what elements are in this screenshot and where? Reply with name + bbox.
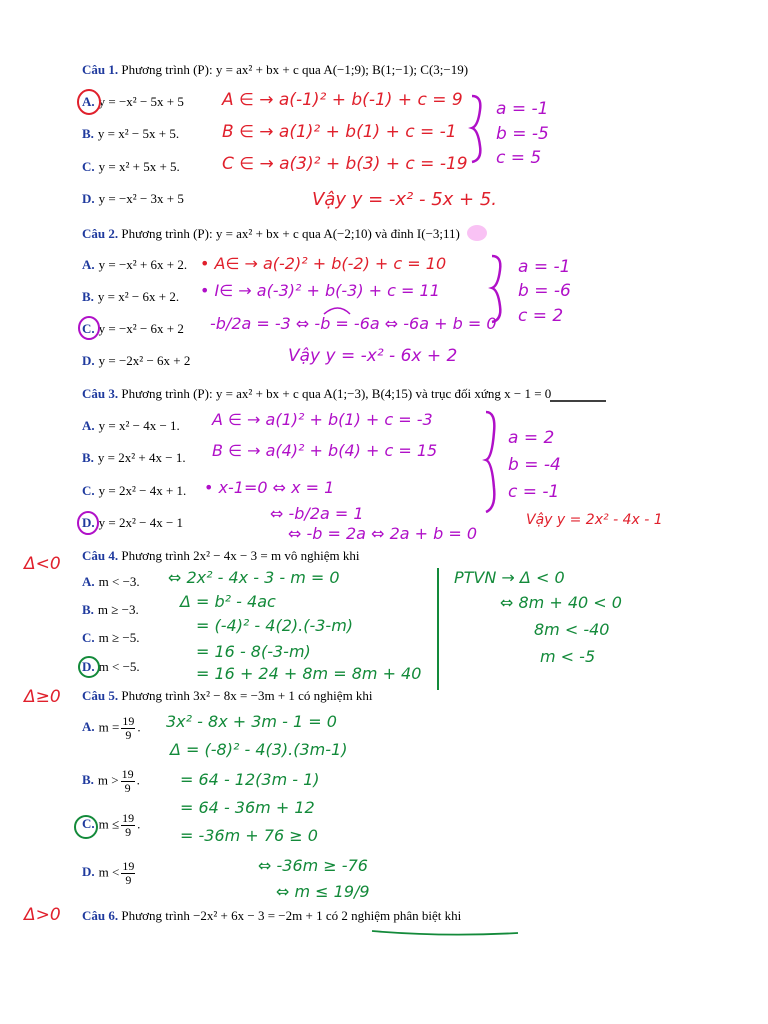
option-b[interactable]: B. m > $\frac{19}{9}$ . <box>82 767 140 795</box>
option-letter: A. <box>82 719 95 735</box>
numerator: 19 <box>122 811 135 825</box>
handwritten-work: = 64 - 12(3m - 1) <box>180 770 320 789</box>
handwritten-work: C ∈ → a(3)² + b(3) + c = -19 <box>222 154 468 174</box>
handwritten-work: • x-1=0 ⇔ x = 1 <box>204 478 335 497</box>
handwritten-work: A ∈ → a(1)² + b(1) + c = -3 <box>212 410 433 429</box>
option-letter: D. <box>82 191 95 206</box>
option-b[interactable] <box>82 126 179 142</box>
option-b[interactable] <box>82 602 139 618</box>
option-letter: C. <box>82 483 95 498</box>
handwritten-work: Δ = (-8)² - 4(3).(3m-1) <box>170 740 348 759</box>
option-d[interactable] <box>82 191 184 207</box>
option-text: y = x² − 6x + 2. <box>97 289 180 304</box>
handwritten-work: ⇔ 2x² - 4x - 3 - m = 0 <box>168 568 340 587</box>
underline <box>372 931 518 935</box>
option-letter: B. <box>82 289 94 304</box>
handwritten-work: ⇔ m ≤ 19/9 <box>276 882 370 901</box>
option-text: y = x² + 5x + 5. <box>98 159 180 174</box>
question-label: Câu 5. <box>82 688 119 703</box>
option-letter: C. <box>82 816 95 832</box>
option-letter: C. <box>82 321 95 336</box>
option-prefix: m = <box>98 719 120 735</box>
question-label: Câu 2. <box>82 226 119 241</box>
option-text: m < −5. <box>98 659 140 674</box>
option-a[interactable] <box>82 418 180 434</box>
handwritten-conclusion: Vậy y = -x² - 5x + 5. <box>312 189 498 210</box>
handwritten-system: c = 2 <box>518 306 564 326</box>
handwritten-conclusion: Vậy y = 2x² - 4x - 1 <box>526 512 663 528</box>
option-d[interactable] <box>82 515 183 531</box>
handwritten-system: a = 2 <box>508 428 555 448</box>
option-c[interactable] <box>82 321 184 337</box>
handwritten-system: b = -6 <box>518 281 571 301</box>
question-text: Phương trình 3x² − 8x = −3m + 1 có nghiệm khi <box>121 688 373 703</box>
option-c[interactable]: C. m ≤ $\frac{19}{9}$ . <box>82 811 141 839</box>
brace <box>472 96 480 162</box>
option-text: m < −3. <box>98 574 140 589</box>
highlight-mark <box>467 225 487 241</box>
handwritten-side-note: ⇔ 8m + 40 < 0 <box>500 593 622 612</box>
option-letter: D. <box>82 353 95 368</box>
brace <box>492 256 500 322</box>
handwritten-conclusion: Vậy y = -x² - 6x + 2 <box>288 346 458 366</box>
question-2 <box>82 226 460 242</box>
question-5 <box>82 688 373 704</box>
option-letter: B. <box>82 450 94 465</box>
question-label: Câu 4. <box>82 548 119 563</box>
handwritten-system: a = -1 <box>496 99 549 119</box>
option-text: y = −x² − 5x + 5 <box>98 94 184 109</box>
numerator: 19 <box>121 767 134 781</box>
margin-note: Δ≥0 <box>24 687 61 707</box>
option-letter: C. <box>82 630 95 645</box>
option-text: y = −x² + 6x + 2. <box>98 257 188 272</box>
numerator: 19 <box>122 859 135 873</box>
option-a[interactable]: A. m = $\frac{19}{9}$ . <box>82 714 141 742</box>
option-letter: A. <box>82 257 95 272</box>
handwritten-work: = -36m + 76 ≥ 0 <box>180 826 318 845</box>
option-letter: B. <box>82 602 94 617</box>
option-text: y = x² − 5x + 5. <box>97 126 180 141</box>
question-label: Câu 1. <box>82 62 119 77</box>
fraction <box>121 768 135 795</box>
option-b[interactable] <box>82 289 179 305</box>
margin-note: Δ>0 <box>24 905 61 925</box>
denominator: 9 <box>125 728 132 742</box>
option-c[interactable] <box>82 159 180 175</box>
option-prefix: m ≤ <box>98 816 120 832</box>
option-a[interactable] <box>82 574 140 590</box>
handwritten-system: c = -1 <box>508 482 560 502</box>
handwritten-side-note: 8m < -40 <box>534 620 610 639</box>
option-letter: D. <box>82 515 95 530</box>
handwritten-work: Δ = b² - 4ac <box>180 592 276 611</box>
handwritten-work: • A∈ → a(-2)² + b(-2) + c = 10 <box>200 254 447 273</box>
option-letter: B. <box>82 126 94 141</box>
handwritten-work: ⇔ -b/2a = 1 <box>270 504 364 523</box>
option-letter: A. <box>82 94 95 109</box>
fraction <box>121 715 135 742</box>
handwritten-side-note: PTVN → Δ < 0 <box>454 568 565 587</box>
handwritten-work: = 16 - 8(-3-m) <box>196 642 311 661</box>
handwritten-system: b = -4 <box>508 455 561 475</box>
handwritten-work: = (-4)² - 4(2).(-3-m) <box>196 616 354 635</box>
handwritten-work: ⇔ -b = 2a ⇔ 2a + b = 0 <box>288 524 478 543</box>
question-label: Câu 6. <box>82 908 119 923</box>
option-letter: D. <box>82 864 95 880</box>
question-text: Phương trình −2x² + 6x − 3 = −2m + 1 có 2 nghiệm phân biệt khi <box>121 908 462 923</box>
question-6 <box>82 908 461 924</box>
question-4 <box>82 548 359 564</box>
option-text: y = 2x² − 4x − 1 <box>98 515 184 530</box>
fraction <box>121 812 135 839</box>
option-text: y = 2x² + 4x − 1. <box>97 450 186 465</box>
option-c[interactable] <box>82 630 139 646</box>
option-a[interactable] <box>82 257 187 273</box>
question-text: Phương trình (P): y = ax² + bx + c qua A(−1;9); B(1;−1); C(3;−19) <box>121 62 469 77</box>
brace <box>486 412 494 512</box>
denominator: 9 <box>125 873 132 887</box>
question-text: Phương trình (P): y = ax² + bx + c qua A(1;−3), B(4;15) và trục đối xứng x − 1 = 0 <box>121 386 552 401</box>
option-letter: B. <box>82 772 94 788</box>
option-letter: A. <box>82 574 95 589</box>
question-text: Phương trình 2x² − 4x − 3 = m vô nghiệm khi <box>121 548 360 563</box>
option-b[interactable] <box>82 450 186 466</box>
denominator: 9 <box>124 781 131 795</box>
option-d[interactable] <box>82 860 137 887</box>
handwritten-work: = 16 + 24 + 8m = 8m + 40 <box>196 664 422 683</box>
handwritten-work: -b/2a = -3 ⇔ -b = -6a ⇔ -6a + b = 0 <box>210 314 497 333</box>
numerator: 19 <box>122 714 135 728</box>
question-label: Câu 3. <box>82 386 119 401</box>
handwritten-work: B ∈ → a(1)² + b(1) + c = -1 <box>222 122 457 142</box>
handwritten-side-note: m < -5 <box>540 647 596 666</box>
option-text: m ≥ −5. <box>98 630 140 645</box>
fraction <box>121 860 135 887</box>
handwritten-work: = 64 - 36m + 12 <box>180 798 315 817</box>
option-text: m ≥ −3. <box>97 602 139 617</box>
option-d[interactable] <box>82 353 190 369</box>
option-text: y = 2x² − 4x + 1. <box>98 483 187 498</box>
handwritten-work: 3x² - 8x + 3m - 1 = 0 <box>166 712 337 731</box>
option-text: y = −x² − 6x + 2 <box>98 321 184 336</box>
option-text: y = −x² − 3x + 5 <box>98 191 184 206</box>
option-prefix: m > <box>97 772 119 788</box>
option-letter: C. <box>82 159 95 174</box>
handwritten-work: • I∈ → a(-3)² + b(-3) + c = 11 <box>200 281 440 300</box>
handwritten-work: B ∈ → a(4)² + b(4) + c = 15 <box>212 441 438 460</box>
question-1 <box>82 62 468 78</box>
handwritten-work: ⇔ -36m ≥ -76 <box>258 856 368 875</box>
option-text: y = −2x² − 6x + 2 <box>98 353 191 368</box>
question-3 <box>82 386 551 402</box>
handwritten-system: c = 5 <box>496 148 542 168</box>
handwritten-system: a = -1 <box>518 257 571 277</box>
handwritten-work: A ∈ → a(-1)² + b(-1) + c = 9 <box>222 90 463 110</box>
margin-note: Δ<0 <box>24 554 61 574</box>
question-text: Phương trình (P): y = ax² + bx + c qua A(−2;10) và đỉnh I(−3;11) <box>121 226 460 241</box>
option-prefix: m < <box>98 864 120 880</box>
handwritten-system: b = -5 <box>496 124 549 144</box>
option-a[interactable] <box>82 94 184 110</box>
option-text: y = x² − 4x − 1. <box>98 418 180 433</box>
option-d[interactable] <box>82 659 140 675</box>
option-c[interactable] <box>82 483 186 499</box>
option-letter: A. <box>82 418 95 433</box>
denominator: 9 <box>125 825 132 839</box>
option-letter: D. <box>82 659 95 674</box>
